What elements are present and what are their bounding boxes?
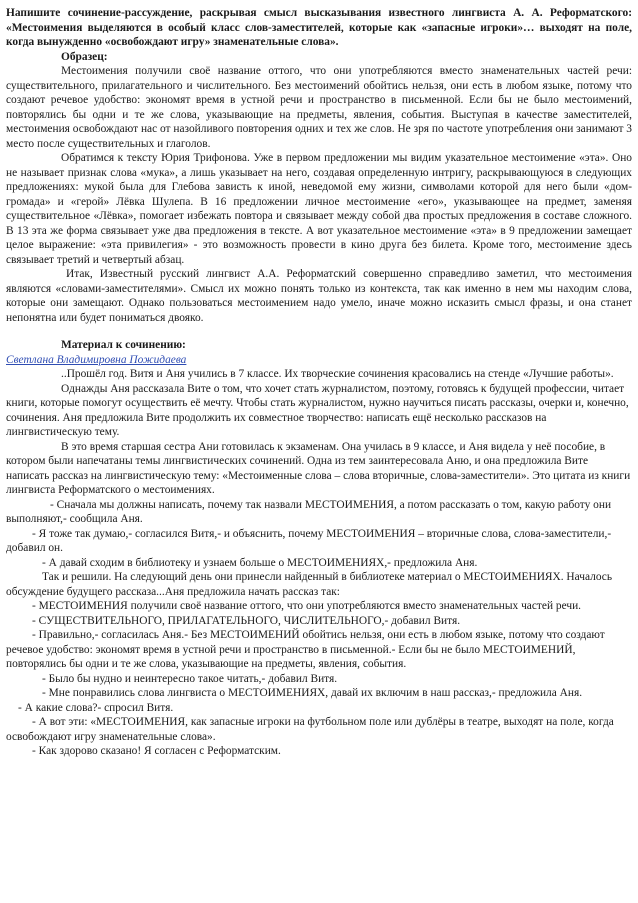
story-paragraph: - Я тоже так думаю,- согласился Витя,- и объяснить, почему МЕСТОИМЕНИЯ – вторичные слова, слова-заместители,- добавил он. <box>6 527 612 554</box>
story-paragraph: - СУЩЕСТВИТЕЛЬНОГО, ПРИЛАГАТЕЛЬНОГО, ЧИСЛИТЕЛЬНОГО,- добавил Витя. <box>32 614 461 627</box>
story-paragraph: Так и решили. На следующий день они принесли найденный в библиотеке материал о МЕСТОИМЕНИЯХ. Началось обсуждение будущего рассказа...Аня предложила начать рассказ так: <box>6 571 613 598</box>
sample-paragraph: Местоимения получили своё название оттого, что они употребляются вместо знаменательных частей речи: существительного, прилагательного и числительного. Без местоимений обойтись нельзя, они есть в любом языке, потому что создают речевое удобство: экономят время в устной речи и пространство в письменной. Если бы не было местоимений, повторялись бы одни и те же слова, указывающие на предметы, явления, события. Выступая в качестве заместителей, местоимения освобождают нас от назойливого повторения одних и тех же слов. Не зря по частоте употребления они занимают 3 место после существительных и глаголов. <box>6 65 632 150</box>
story-paragraph: - МЕСТОИМЕНИЯ получили своё название оттого, что они употребляются вместо знаменательных частей речи. <box>32 600 582 612</box>
story-paragraph: - А какие слова?- спросил Витя. <box>18 701 174 714</box>
story-paragraph: ..Прошёл год. Витя и Аня учились в 7 классе. Их творческие сочинения красовались на стенде «Лучшие работы». <box>61 368 614 380</box>
material-heading: Материал к сочинению: <box>61 339 186 351</box>
story-paragraph: - А вот эти: «МЕСТОИМЕНИЯ, как запасные игроки на футбольном поле или дублёры в театре, выходят на поле, когда освобождают игру знаменательные слова». <box>6 716 614 743</box>
story-paragraph: - Правильно,- согласилась Аня.- Без МЕСТОИМЕНИЙ обойтись нельзя, они есть в любом языке, потому что создают речевое удобство: экономят время в устной речи и пространство в письменной.- Если бы не было МЕСТОИМЕНИЙ, повторялись бы одни и те же слова, указывающие на предметы, явления, события. <box>6 629 605 670</box>
story-paragraph: В это время старшая сестра Ани готовилась к экзаменам. Она училась в 9 классе, и Аня видела у неё пособие, в котором были напечатаны темы лингвистических сочинений. Одна из тем заинтересовала Аню, и она предложила Вите написать рассказ на лингвистическую тему: «Местоименные слова – слова вторичные, слова-заместители». Это цитата из книги лингвиста Реформатского о местоимениях. <box>6 440 631 496</box>
story-paragraph: - Было бы нудно и неинтересно такое читать,- добавил Витя. <box>42 672 338 685</box>
sample-paragraph: Итак, Известный русский лингвист А.А. Реформатский совершенно справедливо заметил, что местоимения являются «словами-заместителями». Смысл их можно понять только из контекста, так как именно в нем мы находим слова, которые они замещают. Однако пользоваться местоимением надо умело, иначе можно исказить смысл фразы, и она станет непонятна или будет пониматься двояко. <box>6 268 632 324</box>
essay-task: Напишите сочинение-рассуждение, раскрывая смысл высказывания известного лингвиста А. А. Реформатского: «Местоимения выделяются в особый класс слов-заместителей, которые как «запасные игроки»… выходят на поле, когда вынужденно «освобождают игру» знаменательные слова». <box>6 7 632 48</box>
spacer <box>6 325 632 338</box>
story-paragraph: - Сначала мы должны написать, почему так назвали МЕСТОИМЕНИЯ, а потом рассказать о том, какую работу они выполняют,- сообщила Аня. <box>6 498 612 525</box>
story-paragraph: - А давай сходим в библиотеку и узнаем больше о МЕСТОИМЕНИЯХ,- предложила Аня. <box>42 556 478 569</box>
story-paragraph: - Мне понравились слова лингвиста о МЕСТОИМЕНИЯХ, давай их включим в наш рассказ,- предложила Аня. <box>42 687 583 699</box>
story-paragraph: - Как здорово сказано! Я согласен с Реформатским. <box>32 745 281 757</box>
story-paragraph: Однажды Аня рассказала Вите о том, что хочет стать журналистом, поэтому, готовясь к будущей профессии, читает книги, которые помогут осуществить её мечту. Чтобы стать журналистом, нужно научиться писать рассказы, очерки и, конечно, сочинения. Аня предложила Вите продолжить их совместное творчество: написать ещё несколько рассказов на лингвистическую тему. <box>6 382 629 438</box>
sample-paragraph: Обратимся к тексту Юрия Трифонова. Уже в первом предложении мы видим указательное местоимение «эта». Оно не называет признак слова «мука», а лишь указывает на него, создавая определенную интригу, раскрывающуюся в следующих предложениях: мукой была для Глебова зависть к иной, неведомой ему жизни, символами которой для него были «дом-громада» и «герой» Лёвка Шулепа. В 16 предложении личное местоимение «его», указывающее на предмет, заменяя существительное «Лёвка», помогает избежать повтора и связывает между собой два простых предложения в составе сложного. В 13 эта же форма связывает уже два предложения в тексте. А вот указательное местоимение «эта» в 9 предложении замещает целое выражение: «эта привилегия» - это возможность провести в кино друга без билета. Кроме того, местоимение здесь связывает третий и четвертый абзац. <box>6 152 632 266</box>
author-link[interactable]: Светлана Владимировна Пожидаева <box>6 353 187 366</box>
sample-heading: Образец: <box>61 50 108 63</box>
